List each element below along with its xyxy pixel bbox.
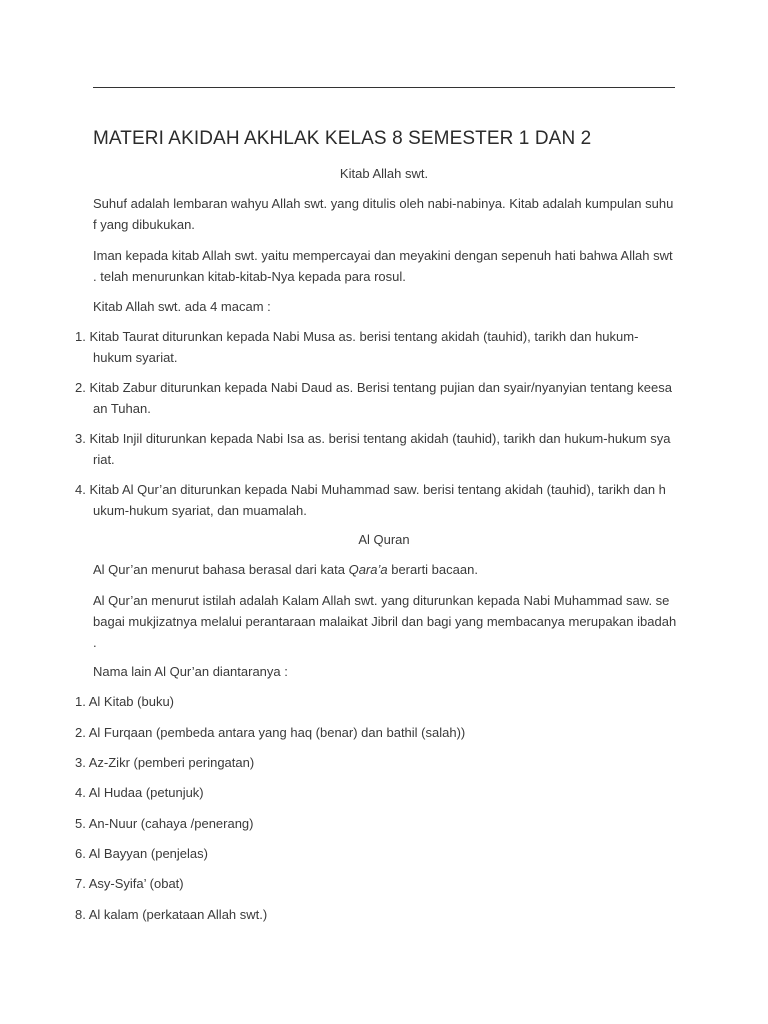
- paragraph-bahasa-text: Al Qur’an menurut bahasa berasal dari kata: [93, 562, 349, 577]
- top-divider: [93, 87, 675, 88]
- section-heading-kitab: Kitab Allah swt.: [339, 166, 429, 181]
- document-title: MATERI AKIDAH AKHLAK KELAS 8 SEMESTER 1 DAN 2: [93, 128, 592, 149]
- list-item: 2. Kitab Zabur diturunkan kepada Nabi Daud as. Berisi tentang pujian dan syair/nyanyian tentang keesa: [75, 380, 672, 395]
- list-intro-kitab: Kitab Allah swt. ada 4 macam :: [93, 299, 271, 314]
- list-item: 1. Kitab Taurat diturunkan kepada Nabi Musa as. berisi tentang akidah (tauhid), tarikh dan hukum-: [75, 329, 639, 344]
- paragraph-suhuf-line2: f yang dibukukan.: [93, 217, 195, 232]
- list-item: 4. Al Hudaa (petunjuk): [75, 785, 204, 800]
- paragraph-bahasa: [93, 559, 478, 580]
- paragraph-istilah-line2: bagai mukjizatnya melalui perantaraan malaikat Jibril dan bagi yang membacanya merupakan ibadah: [93, 614, 677, 629]
- list-item-continuation: an Tuhan.: [93, 401, 151, 416]
- list-item-continuation: riat.: [93, 452, 115, 467]
- list-item-continuation: ukum-hukum syariat, dan muamalah.: [93, 503, 307, 518]
- list-intro-nama: Nama lain Al Qur’an diantaranya :: [93, 664, 288, 679]
- list-item: 6. Al Bayyan (penjelas): [75, 846, 208, 861]
- list-item: 5. An-Nuur (cahaya /penerang): [75, 816, 254, 831]
- list-item: 8. Al kalam (perkataan Allah swt.): [75, 907, 268, 922]
- paragraph-bahasa-term: Qara’a: [348, 562, 388, 577]
- section-heading-alquran: Al Quran: [358, 532, 410, 547]
- list-item: 3. Az-Zikr (pemberi peringatan): [75, 755, 255, 770]
- paragraph-bahasa-rest: berarti bacaan.: [387, 562, 478, 577]
- list-item-continuation: hukum syariat.: [93, 350, 178, 365]
- list-item: 2. Al Furqaan (pembeda antara yang haq (benar) dan bathil (salah)): [75, 725, 466, 740]
- paragraph-iman-line1: Iman kepada kitab Allah swt. yaitu mempercayai dan meyakini dengan sepenuh hati bahwa Allah swt: [93, 248, 673, 263]
- list-item: 1. Al Kitab (buku): [75, 694, 174, 709]
- paragraph-istilah-line3: .: [93, 635, 97, 650]
- paragraph-istilah-line1: Al Qur’an menurut istilah adalah Kalam Allah swt. yang diturunkan kepada Nabi Muhammad saw. se: [93, 593, 670, 608]
- list-item: 4. Kitab Al Qur’an diturunkan kepada Nabi Muhammad saw. berisi tentang akidah (tauhid), tarikh dan h: [75, 482, 666, 497]
- paragraph-suhuf-line1: Suhuf adalah lembaran wahyu Allah swt. yang ditulis oleh nabi-nabinya. Kitab adalah kumpulan suhu: [93, 196, 674, 211]
- list-item: 3. Kitab Injil diturunkan kepada Nabi Isa as. berisi tentang akidah (tauhid), tarikh dan hukum-hukum sya: [75, 431, 671, 446]
- paragraph-iman-line2: . telah menurunkan kitab-kitab-Nya kepada para rosul.: [93, 269, 406, 284]
- list-item: 7. Asy-Syifa’ (obat): [75, 876, 184, 891]
